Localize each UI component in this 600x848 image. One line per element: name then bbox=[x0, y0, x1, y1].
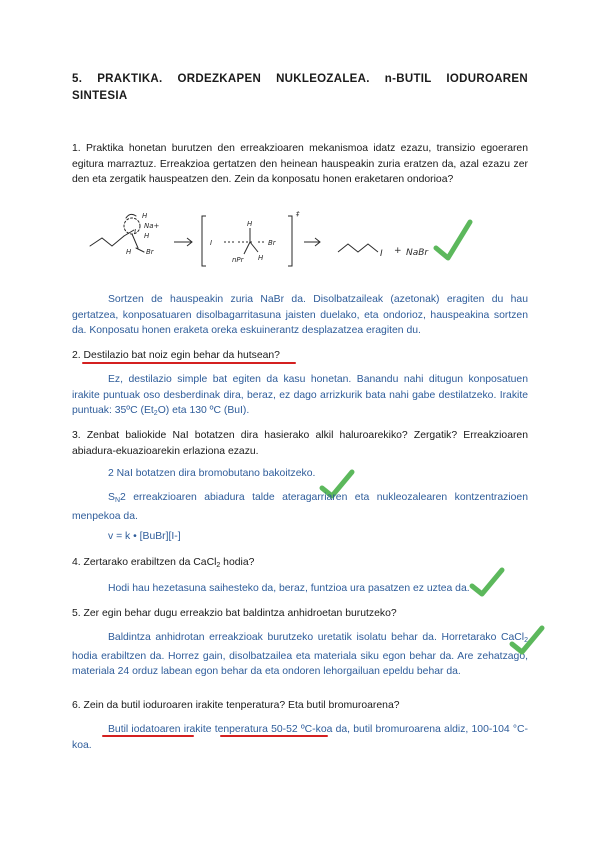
reactant-label-h2: H bbox=[144, 232, 150, 240]
question-2: 2. Destilazio bat noiz egin behar da hutsean? bbox=[72, 350, 280, 361]
red-underline-mark bbox=[220, 735, 328, 737]
red-underline-mark bbox=[102, 735, 194, 737]
red-underline-mark bbox=[82, 362, 296, 364]
product-plus: + bbox=[394, 246, 402, 256]
answer-4: Hodi hau hezetasuna saihesteko da, beraz, funtzioa ura pasatzen ez uztea da. bbox=[108, 583, 470, 594]
ts-label-h2: H bbox=[258, 254, 264, 262]
answer-1: Sortzen de hauspeakin zuria NaBr da. Disolbatzaileak (azetonak) eragiten du hau gertatzea, konposatuaren disolbagarritasuna jaisten duelako, eta ondorioz, hauspeakina sortzen da. Konposatu honen eraketa oreka eskuinerantz desplazatzea eragiten du. bbox=[72, 294, 528, 336]
check-icon bbox=[508, 624, 548, 658]
ts-label-br: Br bbox=[268, 239, 276, 247]
answer-3-sn2: $S_N2$ erreakzioaren abiadura talde ateragarriaren eta nukleozalearen kontzentrazioen menpekoa da. bbox=[72, 492, 528, 522]
ts-label-charge: ‡ bbox=[296, 210, 300, 218]
question-6: 6. Zein da butil ioduroaren irakite tenperatura? Eta butil bromuroarena? bbox=[72, 700, 400, 711]
page-title: 5. PRAKTIKA. ORDEZKAPEN NUKLEOZALEA. n-BUTIL IODUROAREN SINTESIA bbox=[72, 73, 528, 102]
question-3: 3. Zenbat baliokide NaI botatzen dira hasierako alkil haluroarekiko? Zergatik? Erreakzioaren abiadura-ekuazioarekin erlaziona ezazu. bbox=[72, 430, 528, 457]
ts-label-npr: nPr bbox=[232, 256, 244, 264]
reactant-label-i: I bbox=[134, 228, 137, 236]
reactant-label-br: Br bbox=[146, 248, 154, 256]
reactant-label-h: H bbox=[142, 212, 148, 220]
reaction-arrow-2 bbox=[304, 238, 320, 246]
product-label-nabr: NaBr bbox=[406, 248, 429, 258]
reaction-arrow-1 bbox=[174, 238, 192, 246]
answer-2-boiling: Irakite puntuak: 35ºC $(Et_2O)$ eta 130 ºC (BuI). bbox=[72, 389, 528, 417]
product-label-i: I bbox=[380, 249, 383, 259]
product-chain bbox=[338, 244, 378, 252]
answer-2 bbox=[72, 372, 528, 422]
reactant-label-na: Na+ bbox=[144, 222, 160, 230]
question-4: 4. Zertarako erabiltzen da CaCl$_2$ hodia? bbox=[72, 557, 255, 569]
answer-3-equivalents: 2 NaI botatzen dira bromobutano bakoitzeko. bbox=[108, 468, 316, 479]
answer-6: Butil iodatoaren irakite tenperatura 50-52 ºC-koa da, butil bromuroarena aldiz, 100-104 °C-koa. bbox=[72, 724, 528, 751]
check-icon bbox=[468, 566, 508, 600]
question-5: 5. Zer egin behar dugu erreakzio bat baldintza anhidroetan burutzeko? bbox=[72, 608, 397, 619]
ts-label-i: I bbox=[210, 239, 213, 247]
reactant-label-h3: H bbox=[126, 248, 132, 256]
question-1: 1. Praktika honetan burutzen den erreakzioaren mekanismoa idatz ezazu, transizio egoeraren egitura marraztuz. Erreakzioa gertatzen den heinean hauspeakin zuria eratzen da, azal ezazu zer den eta zergatik hauspeatzen den. Zein da konposatu honen eraketaren ondorioa? bbox=[72, 143, 528, 185]
reaction-mechanism-scheme bbox=[82, 208, 502, 278]
ts-label-h: H bbox=[247, 220, 253, 228]
check-icon bbox=[436, 222, 470, 258]
answer-2-main: Ez, destilazio simple bat egiten da kasu honetan. Banandu nahi ditugun konposatuen irakite puntuak oso desberdinak dira, beraz, ez dago arrizkurik bata nahi gabe destilatzeko. bbox=[72, 374, 528, 401]
answer-5: Baldintza anhidrotan erreakzioak burutzeko uretatik isolatu behar da. Horretarako CaCl$_2$ hodia erabiltzen da. Horrez gain, disolbatzailea eta materiala siku egon behar da. Are zehatzago, materiala 24 orduz labean egon behar da eta ondoren lehorgailuan epeldu behar da. bbox=[72, 632, 528, 677]
rate-law: v = k • [BuBr][I-] bbox=[108, 531, 181, 542]
